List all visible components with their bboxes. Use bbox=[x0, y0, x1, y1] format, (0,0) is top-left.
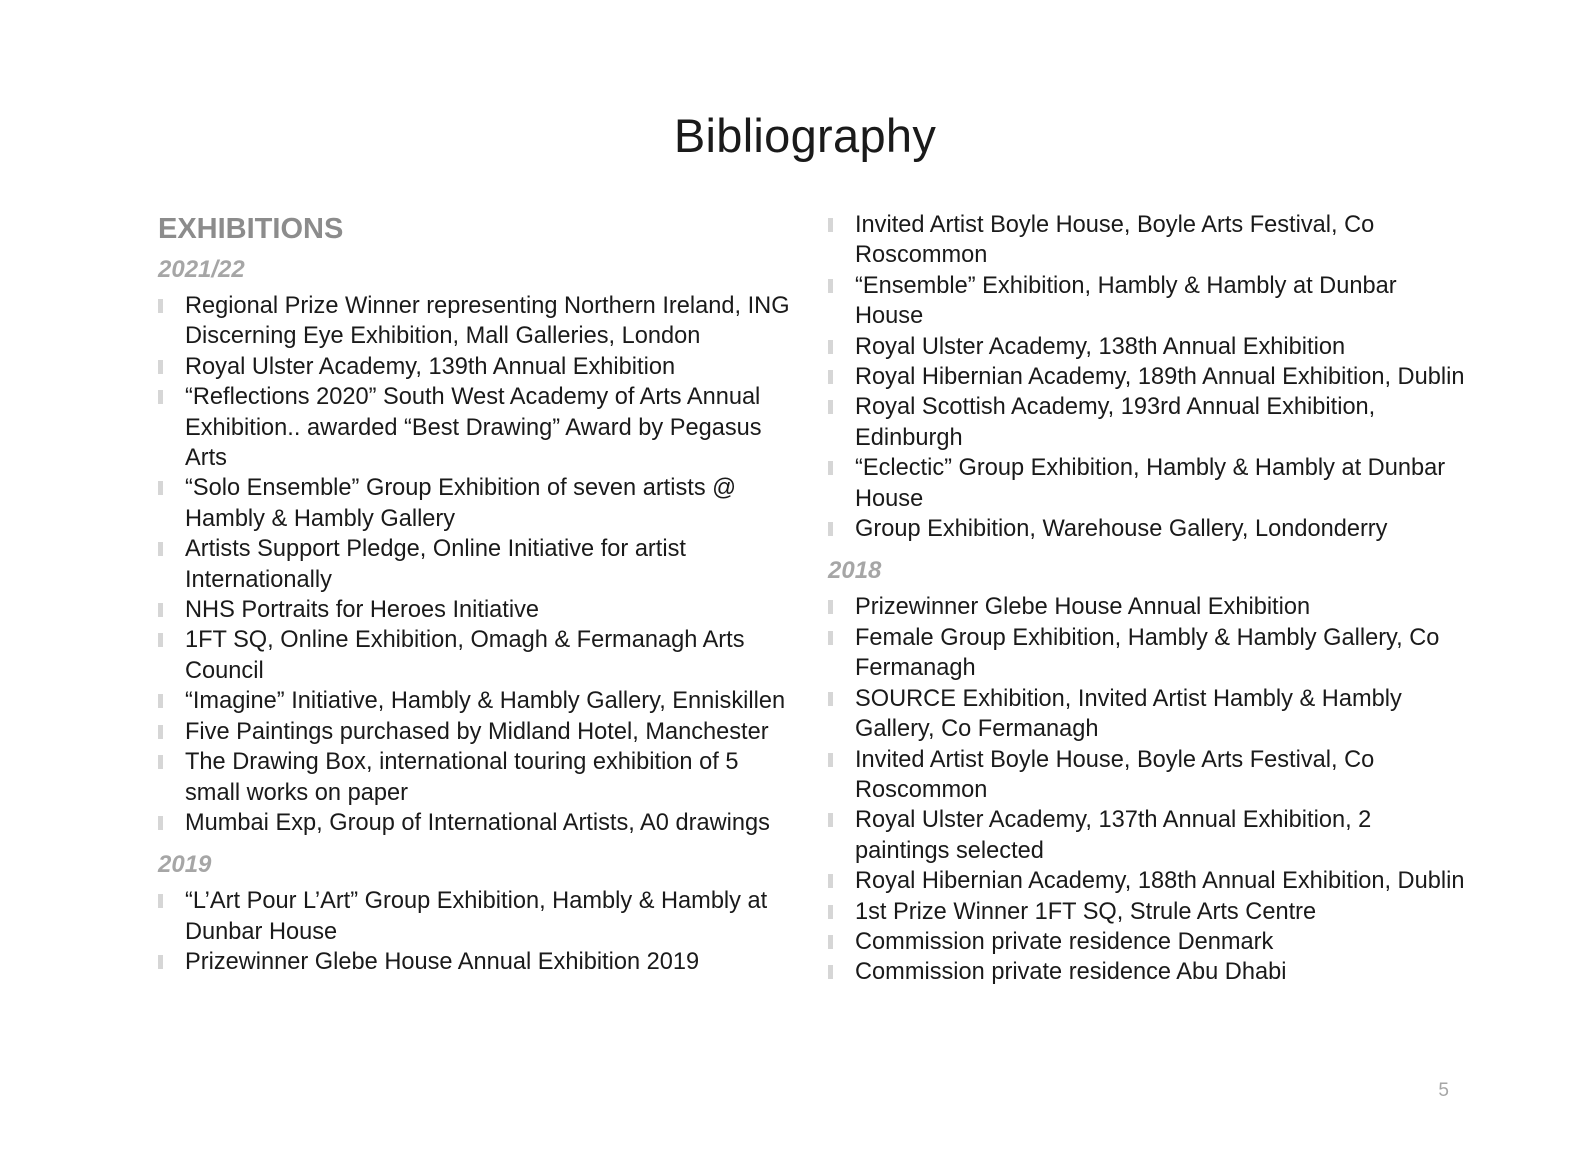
list-item: NHS Portraits for Heroes Initiative bbox=[158, 595, 798, 625]
list-item: 1FT SQ, Online Exhibition, Omagh & Fermanagh Arts Council bbox=[158, 625, 798, 686]
list-item: Royal Hibernian Academy, 189th Annual Exhibition, Dublin bbox=[828, 362, 1468, 392]
bullet-icon bbox=[158, 725, 163, 739]
list-item: Regional Prize Winner representing Northern Ireland, ING Discerning Eye Exhibition, Mall Galleries, London bbox=[158, 291, 798, 352]
bullet-icon bbox=[158, 360, 163, 374]
bullet-icon bbox=[158, 633, 163, 647]
bullet-icon bbox=[828, 905, 833, 919]
list-item: “Ensemble” Exhibition, Hambly & Hambly at Dunbar House bbox=[828, 271, 1468, 332]
list-item: Group Exhibition, Warehouse Gallery, Londonderry bbox=[828, 514, 1468, 544]
right-column bbox=[828, 210, 1468, 988]
list-item: 1st Prize Winner 1FT SQ, Strule Arts Centre bbox=[828, 897, 1468, 927]
bullet-icon bbox=[158, 955, 163, 969]
bullet-icon bbox=[828, 753, 833, 767]
bullet-icon bbox=[158, 481, 163, 495]
list-item: Invited Artist Boyle House, Boyle Arts Festival, Co Roscommon bbox=[828, 210, 1468, 271]
list-item: Invited Artist Boyle House, Boyle Arts Festival, Co Roscommon bbox=[828, 745, 1468, 806]
year-heading: 2018 bbox=[828, 557, 882, 585]
list-item: “Reflections 2020” South West Academy of Arts Annual Exhibition.. awarded “Best Drawing” Award by Pegasus Arts bbox=[158, 382, 798, 473]
list-item: Royal Ulster Academy, 139th Annual Exhibition bbox=[158, 352, 798, 382]
year-heading: 2021/22 bbox=[158, 256, 245, 283]
bullet-icon bbox=[828, 461, 833, 475]
list-item: Royal Ulster Academy, 137th Annual Exhibition, 2 paintings selected bbox=[828, 805, 1468, 866]
list-item: Royal Ulster Academy, 138th Annual Exhibition bbox=[828, 332, 1468, 362]
bullet-icon bbox=[158, 755, 163, 769]
bullet-icon bbox=[158, 390, 163, 404]
list-item: SOURCE Exhibition, Invited Artist Hambly & Hambly Gallery, Co Fermanagh bbox=[828, 684, 1468, 745]
bullet-icon bbox=[158, 542, 163, 556]
list-item: “Eclectic” Group Exhibition, Hambly & Hambly at Dunbar House bbox=[828, 453, 1468, 514]
bullet-icon bbox=[158, 894, 163, 908]
bullet-icon bbox=[828, 279, 833, 293]
list-item: Artists Support Pledge, Online Initiative for artist Internationally bbox=[158, 534, 798, 595]
list-item: “L’Art Pour L’Art” Group Exhibition, Hambly & Hambly at Dunbar House bbox=[158, 886, 798, 947]
exhibition-list bbox=[828, 210, 1468, 544]
bullet-icon bbox=[828, 965, 833, 979]
bullet-icon bbox=[828, 631, 833, 645]
list-item: Prizewinner Glebe House Annual Exhibition 2019 bbox=[158, 947, 798, 977]
list-item: Commission private residence Abu Dhabi bbox=[828, 957, 1468, 987]
bullet-icon bbox=[828, 400, 833, 414]
bullet-icon bbox=[158, 694, 163, 708]
list-item: “Solo Ensemble” Group Exhibition of seven artists @ Hambly & Hambly Gallery bbox=[158, 473, 798, 534]
left-column bbox=[158, 205, 798, 978]
list-item: Royal Scottish Academy, 193rd Annual Exhibition, Edinburgh bbox=[828, 392, 1468, 453]
list-item: Royal Hibernian Academy, 188th Annual Exhibition, Dublin bbox=[828, 866, 1468, 896]
list-item: Five Paintings purchased by Midland Hotel, Manchester bbox=[158, 717, 798, 747]
bullet-icon bbox=[828, 522, 833, 536]
bullet-icon bbox=[828, 370, 833, 384]
section-heading-exhibitions: EXHIBITIONS bbox=[158, 213, 344, 245]
list-item: “Imagine” Initiative, Hambly & Hambly Gallery, Enniskillen bbox=[158, 686, 798, 716]
exhibition-list bbox=[828, 592, 1468, 987]
bullet-icon bbox=[828, 218, 833, 232]
page-title: Bibliography bbox=[673, 109, 937, 162]
exhibition-list bbox=[158, 291, 798, 838]
bullet-icon bbox=[828, 692, 833, 706]
bullet-icon bbox=[828, 874, 833, 888]
bullet-icon bbox=[828, 600, 833, 614]
page-number: 5 bbox=[1438, 1080, 1449, 1101]
year-heading: 2019 bbox=[158, 851, 212, 879]
bullet-icon bbox=[158, 603, 163, 617]
list-item: Female Group Exhibition, Hambly & Hambly Gallery, Co Fermanagh bbox=[828, 623, 1468, 684]
bullet-icon bbox=[828, 935, 833, 949]
bullet-icon bbox=[828, 340, 833, 354]
list-item: Mumbai Exp, Group of International Artists, A0 drawings bbox=[158, 808, 798, 838]
bullet-icon bbox=[158, 299, 163, 313]
list-item: Prizewinner Glebe House Annual Exhibition bbox=[828, 592, 1468, 622]
bullet-icon bbox=[828, 813, 833, 827]
list-item: The Drawing Box, international touring exhibition of 5 small works on paper bbox=[158, 747, 798, 808]
list-item: Commission private residence Denmark bbox=[828, 927, 1468, 957]
bullet-icon bbox=[158, 816, 163, 830]
exhibition-list bbox=[158, 886, 798, 977]
